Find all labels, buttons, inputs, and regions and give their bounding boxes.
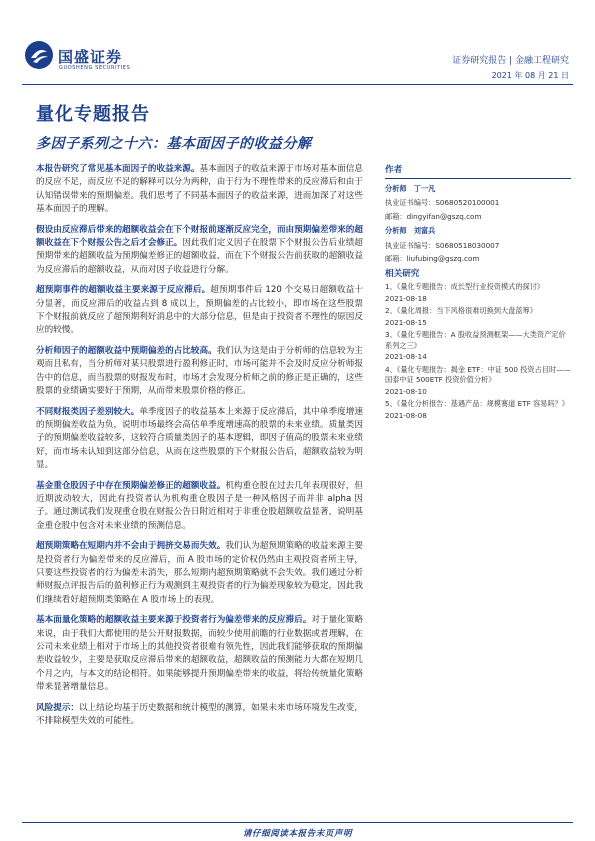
analyst-cert: 执业证书编号：S0680518030007	[385, 240, 500, 250]
related-report-link[interactable]: 2、《量化周报：当下风格很难切换到大盘蓝筹》	[385, 306, 537, 315]
summary-paragraph	[36, 480, 363, 534]
summary-paragraph	[36, 284, 363, 338]
logo-english-wordmark: GUOSHENG SECURITIES	[59, 65, 131, 71]
summary-paragraph	[36, 406, 363, 473]
related-research-heading: 相关研究	[385, 268, 420, 279]
summary-paragraph	[36, 163, 363, 217]
paragraph-text: 对于量化策略来说，由于我们大都使用的是公开财报数据，而较少使用前瞻的行业数据或者理解，在公司未来业绩上相对于市场上的其他投资者很难有领先性，因此我们能够获取的预期偏差收益较少，主要是获取反应滞后带来的超额收益，超额收益的预测能力大都在短期几个月之内，与本文的结论相符。如果能够提升预期偏差带来的收益，将给传统量化策略带来显著增量信息。	[36, 615, 363, 693]
paragraph-lead: 不同财报类因子差别较大。	[36, 406, 140, 417]
paragraph-text: 机构重仓股在过去几年表现很好，但近期波动较大，因此有投资者认为机构重仓股因子是一种风格因子而并非 alpha 因子。通过测试我们发现重仓股在财报公告日附近相对于非重仓股超额收益显著，说明基金重仓股中包含对未来业绩的预测信息。	[36, 480, 363, 531]
paragraph-lead: 分析师因子的超额收益中预期偏差的占比较高。	[36, 345, 217, 356]
analyst-name: 分析师 丁一凡	[385, 183, 436, 193]
analyst-email[interactable]: 邮箱：dingyifan@gszq.com	[385, 211, 482, 221]
related-report-date: 2021-08-08	[385, 410, 427, 420]
authors-heading: 作者	[385, 163, 571, 179]
logo-wordmark: 国盛证券	[58, 48, 123, 66]
related-report-link[interactable]: 3、《量化专题报告：A 股收益预测框架——大类资产定价系列之三》	[385, 330, 566, 350]
analyst-cert: 执业证书编号：S0680520100001	[385, 198, 500, 207]
analyst-card	[385, 226, 571, 265]
summary-paragraph	[36, 540, 363, 607]
footer-divider	[22, 822, 573, 823]
sidebar	[385, 163, 571, 423]
summary-paragraph	[36, 224, 363, 278]
paragraph-text: 单季度因子的收益基本上来源于反应滞后，其中单季度增速的预期偏差收益为负，说明市场最终会高估单季度增速高的股票的未来业绩。质量类因子的预期偏差收益较多，这较符合质量类因子的基本逻辑，即因子值高的股票未来业绩好，而市场未认知到这部分信息，从而在这些股票的下个财报公告后，超额收益较为明显。	[36, 406, 363, 471]
related-report-link[interactable]: 5、《量化分析报告：基遇产品：规模赛道 ETF 容易吗？》	[385, 399, 569, 408]
related-report-date: 2021-08-10	[385, 386, 427, 396]
paragraph-lead: 风险提示：	[36, 702, 80, 713]
related-report-date: 2021-08-18	[385, 293, 427, 303]
paragraph-lead: 基本面量化策略的超额收益主要来源于投资者行为偏差带来的反应滞后。	[36, 615, 312, 626]
summary-paragraph	[36, 345, 363, 399]
company-logo	[24, 40, 164, 76]
report-title: 多因子系列之十六：基本面因子的收益分解	[36, 136, 312, 152]
paragraph-text: 以上结论均基于历史数据和统计模型的测算，如果未来市场环境发生改变，不排除模型失效的可能性。	[36, 702, 363, 727]
analyst-email[interactable]: 邮箱：liufubing@gszq.com	[385, 254, 480, 263]
report-type-heading: 量化专题报告	[36, 104, 150, 125]
summary-body	[36, 163, 363, 735]
paragraph-lead: 超预期事件的超额收益主要来源于反应滞后。	[36, 285, 211, 296]
paragraph-lead: 超预期策略在短期内并不会由于拥挤交易而失效。	[36, 541, 226, 552]
report-date: 2021 年 08 月 21 日	[491, 71, 569, 80]
paragraph-text: 超预期事件后 120 个交易日超额收益十分显著，而反应滞后的收益占到 8 成以上，预期偏差的占比较小，即市场在这些股票下个财报前就反应了超预期利好消息中的大部分信息，但是由于投资者不理性的原因反应的较慢。	[36, 285, 363, 336]
summary-paragraph	[36, 614, 363, 694]
paragraph-text: 基本面因子的收益来源于市场对基本面信息的反应不足，而反应不足的解释可以分为两种，由于行为不理性带来的反应滞后和由于认知错误带来的预期偏差。我们思考了不同基本面因子的收益来源，进而加深了对这些基本面因子的理解。	[36, 164, 363, 215]
footer-disclaimer: 请仔细阅读本报告末页声明	[242, 829, 353, 839]
analyst-name: 分析师 刘富兵	[385, 226, 436, 235]
related-report-link[interactable]: 4、《量化专题报告：揭金 ETF：中证 500 投资占目时——国泰中证 500ETF 投资价值分析》	[385, 364, 571, 384]
risk-warning	[36, 702, 363, 729]
paragraph-text: 我们认为超预期策略的收益来源主要是投资者行为偏差带来的反应滞后，而 A 股市场的定价权仍然由主观投资者所主导，只要这些投资者的行为偏差未消失，那么短期内超预期策略就不会失效。我们通过分析师财报点评报告后的盈利修正行为观测到主观投资者的行为偏差现象较为稳定，因此我们继续看好超预期类策略在 A 股市场上的表现。	[36, 541, 363, 605]
related-report-date: 2021-08-14	[385, 352, 427, 361]
related-research-list	[385, 282, 571, 421]
related-report-date: 2021-08-15	[385, 317, 427, 327]
paragraph-lead: 假设由反应滞后带来的超额收益会在下个财报前逐渐反应完全，而由预期偏差带来的超额收益在下个财报公告之后才会修正。	[36, 224, 363, 249]
paragraph-lead: 基金重仓股因子中存在预期偏差修正的超额收益。	[36, 480, 226, 491]
analyst-card	[385, 184, 571, 223]
header-divider	[22, 84, 573, 85]
paragraph-text: 因此我们定义因子在股票下个财报公告后业绩超预期带来的超额收益为预期偏差修正的超额收益，而在下个财报公告前获取的超额收益为反应滞后的超额收益，从而对因子收益进行分解。	[36, 238, 363, 275]
related-report-link[interactable]: 1、《量化专题报告：成长型行业投资模式的探讨》	[385, 282, 545, 291]
paragraph-text: 我们认为这是由于分析师的信息较为主观而且私有，当分析师对某只股票进行盈利修正时，市场可能并不会及时反应分析师报告中的信息，而当股票的财报发布时，市场才会发现分析师之前的修正是正确的，这些股票的业绩确实要好于预期，从而带来股票价格的修正。	[36, 345, 363, 397]
report-category: 证券研究报告 | 金融工程研究	[452, 56, 569, 66]
guosheng-logo-icon	[24, 40, 54, 70]
paragraph-lead: 本报告研究了常见基本面因子的收益来源。	[36, 164, 200, 174]
